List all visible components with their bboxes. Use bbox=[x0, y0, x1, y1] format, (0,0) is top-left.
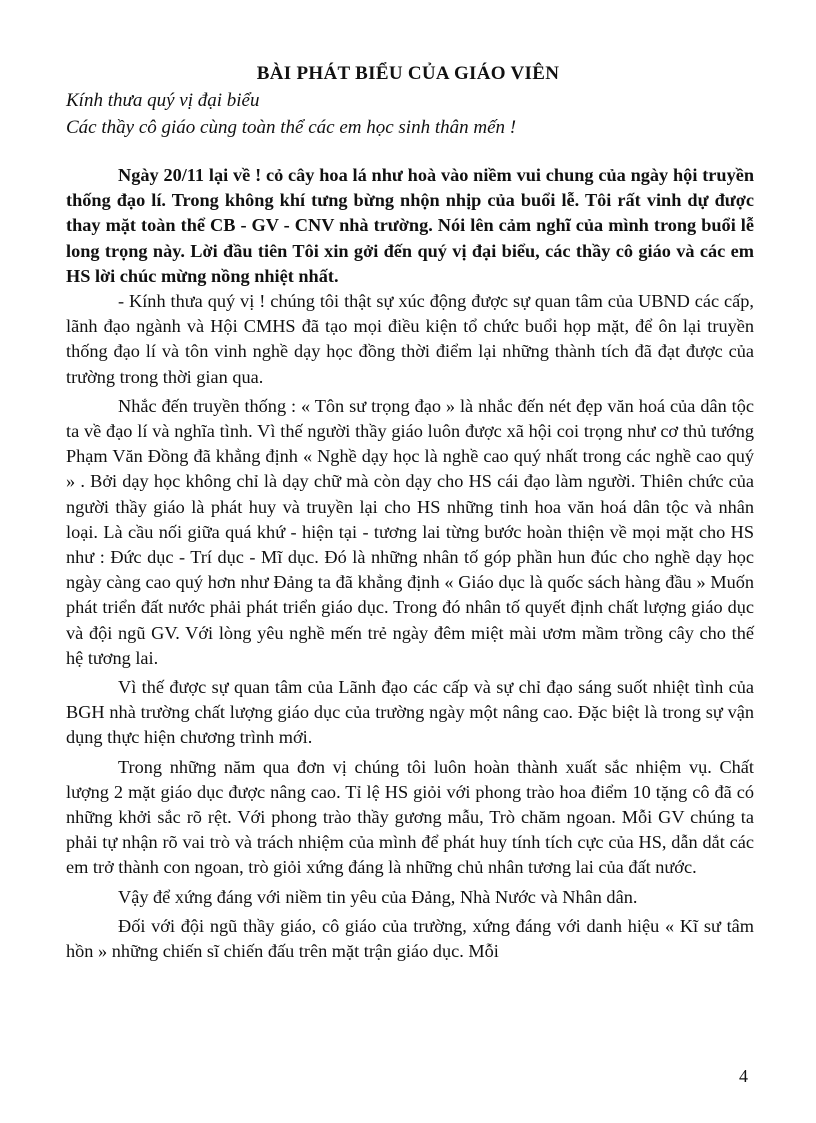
paragraph-tradition: Nhắc đến truyền thống : « Tôn sư trọng đạo » là nhắc đến nét đẹp văn hoá của dân tộc ta về đạo lí và nghĩa tình. Vì thế người thầy giáo luôn được xã hội coi trọng như cơ thủ tướng Phạm Văn Đồng đã khẳng định « Nghề dạy học là nghề cao quý nhất trong các nghề cao quý » . Bởi dạy học không chỉ là dạy chữ mà còn dạy cho HS cái đạo làm người. Thiên chức của người thầy giáo là phát huy và truyền lại cho HS những tinh hoa văn hoá dân tộc và nhân loại. Là cầu nối giữa quá khứ - hiện tại - tương lai từng bước hoàn thiện về mọi mặt cho HS như : Đức dục - Trí dục - Mĩ dục. Đó là những nhân tố góp phần hun đúc cho nghề dạy học ngày càng cao quý hơn như Đảng ta đã khẳng định « Giáo dục là quốc sách hàng đầu » Muốn phát triển đất nước phải phát triển giáo dục. Trong đó nhân tố quyết định chất lượng giáo dục và đội ngũ GV. Với lòng yêu nghề mến trẻ ngày đêm miệt mài ươm mầm trồng cây cho thế hệ tương lai. bbox=[66, 395, 754, 668]
page-number: 4 bbox=[739, 1066, 748, 1086]
greeting-line-1: Kính thưa quý vị đại biểu bbox=[66, 90, 260, 111]
document-title: BÀI PHÁT BIỂU CỦA GIÁO VIÊN bbox=[256, 63, 560, 84]
greeting-line-2: Các thầy cô giáo cùng toàn thể các em học sinh thân mến ! bbox=[66, 117, 517, 138]
speech-body bbox=[66, 163, 754, 964]
paragraph-opening: Ngày 20/11 lại về ! cỏ cây hoa lá như hoà vào niềm vui chung của ngày hội truyền thống đạo lí. Trong không khí tưng bừng nhộn nhịp của buổi lễ. Tôi rất vinh dự được thay mặt toàn thể CB - GV - CNV nhà trường. Nói lên cảm nghĩ của mình trong buổi lễ long trọng này. Lời đầu tiên Tôi xin gởi đến quý vị đại biểu, các thầy cô giáo và các em HS lời chúc mừng nồng nhiệt nhất. bbox=[66, 165, 754, 286]
paragraph-teachers: Đối với đội ngũ thầy giáo, cô giáo của trường, xứng đáng với danh hiệu « Kĩ sư tâm hồn » những chiến sĩ chiến đấu trên mặt trận giáo dục. Mỗi bbox=[66, 915, 754, 962]
paragraph-achievements: Trong những năm qua đơn vị chúng tôi luôn hoàn thành xuất sắc nhiệm vụ. Chất lượng 2 mặt giáo dục được nâng cao. Tỉ lệ HS giỏi với phong trào hoa điểm 10 tặng cô đã có những khởi sắc rõ rệt. Với phong trào thầy gương mẫu, Trò chăm ngoan. Mỗi GV chúng ta phải tự nhận rõ vai trò và trách nhiệm của mình để phát huy tính tích cực của HS, dẫn dắt các em trở thành con ngoan, trò giỏi xứng đáng là những chủ nhân tương lai của đất nước. bbox=[66, 756, 754, 878]
paragraph-thanks: - Kính thưa quý vị ! chúng tôi thật sự xúc động được sự quan tâm của UBND các cấp, lãnh đạo ngành và Hội CMHS đã tạo mọi điều kiện tổ chức buổi họp mặt, để ôn lại truyền thống đạo lí và tôn vinh nghề dạy học đồng thời điểm lại những thành tích đã đạt được của trường trong thời gian qua. bbox=[66, 291, 754, 387]
paragraph-commitment: Vậy để xứng đáng với niềm tin yêu của Đảng, Nhà Nước và Nhân dân. bbox=[118, 886, 638, 907]
paragraph-leadership: Vì thế được sự quan tâm của Lãnh đạo các cấp và sự chỉ đạo sáng suốt nhiệt tình của BGH nhà trường chất lượng giáo dục của trường ngày một nâng cao. Đặc biệt là trong sự vận dụng thực hiện chương trình mới. bbox=[66, 677, 754, 748]
